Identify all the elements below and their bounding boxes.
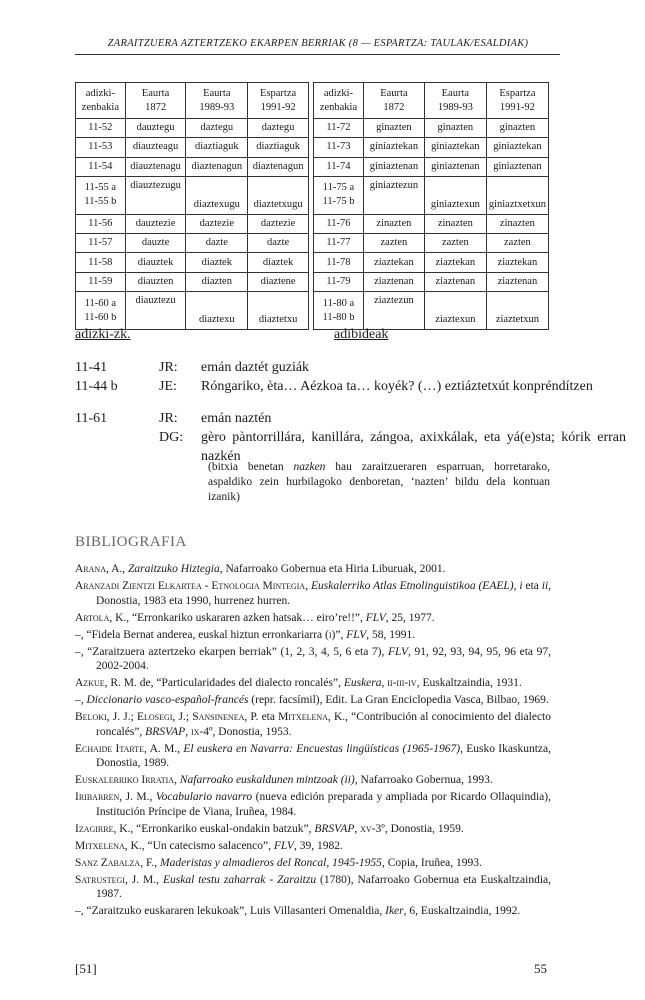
entry-title: BRSVAP	[145, 725, 186, 738]
form-1872-cell: ziaztezun	[363, 292, 424, 330]
column-header-line: 1872	[145, 101, 167, 113]
column-header-line: Eaurta	[441, 87, 470, 99]
entry-name: Sansinenea	[192, 711, 245, 724]
column-header-line: Eaurta	[141, 87, 170, 99]
form-number-cell	[314, 176, 364, 214]
entry-text: –, “Zaraitzuko euskararen lekukoak”, Luis Villasanteri Omenaldia,	[75, 905, 386, 918]
form-number-cell	[314, 253, 364, 272]
form-number: 11-52	[88, 122, 113, 134]
entry-text: , Donostia, 1983 eta 1990, hurrenez hurren.	[96, 579, 552, 607]
entry-title: FLV	[365, 611, 386, 624]
form-number-cell	[314, 138, 364, 157]
column-header-line: zenbakia	[319, 101, 358, 113]
form-number-cell	[314, 292, 364, 330]
entry-text: , R. M. de, “Particularidades del dialecto roncalés”,	[104, 677, 344, 690]
form-1991-cell: giniaztenan	[486, 157, 548, 176]
entry-title: ii	[541, 579, 549, 592]
form-number-cell	[314, 272, 364, 291]
bibliography-entry	[75, 611, 551, 626]
entry-text: (nueva edición preparada y ampliada por Ricardo Ollaquindia), Institución Príncipe de Viana, Iruñea, 1984.	[96, 791, 551, 818]
bibliography-entry	[75, 579, 551, 608]
form-number-cell	[76, 234, 126, 253]
form-1872-cell: diauztezugu	[125, 176, 186, 214]
entry-name: Mitxelena	[75, 839, 125, 852]
column-header	[76, 83, 126, 119]
form-1872-cell: ziaztekan	[363, 253, 424, 272]
form-number: 11-72	[326, 122, 351, 134]
bibliography-entry	[75, 676, 551, 691]
table-row	[314, 214, 549, 233]
entry-title: Maderistas y almadieros del Roncal, 1945-1955	[160, 856, 382, 869]
table-row	[314, 119, 549, 138]
table-row	[76, 292, 309, 330]
form-1991-cell: ginazten	[486, 119, 548, 138]
form-1989-cell: daztezie	[186, 214, 248, 233]
form-number: 11-77	[326, 237, 351, 249]
form-1991-cell: zazten	[486, 234, 548, 253]
form-1991-cell: giniaztekan	[486, 138, 548, 157]
entry-text: , J. M.,	[119, 791, 156, 804]
form-1989-cell: ziaztenan	[424, 272, 486, 291]
form-1991-cell: ziaztetxun	[486, 292, 548, 330]
table-row	[76, 253, 309, 272]
form-1991-cell: diaztek	[248, 253, 309, 272]
form-1989-cell: diaztiaguk	[186, 138, 248, 157]
form-number: 11-80 a	[322, 297, 355, 309]
form-1989-cell: diaztexu	[186, 292, 248, 330]
column-header-line: 1989-93	[437, 101, 473, 113]
form-number: 11-55 b	[84, 196, 117, 208]
entry-text: , K., “Contribución al conocimiento del dialecto roncalés”,	[96, 711, 551, 738]
bibliography-entry	[75, 773, 551, 788]
entry-text: ,	[185, 725, 191, 738]
column-heading-examples: adibideak	[334, 327, 389, 342]
entry-name: Azkue	[75, 677, 105, 690]
column-header-line: Espartza	[499, 87, 536, 99]
example-number: 11-61	[75, 411, 108, 426]
note-text-before: (bitxia benetan	[208, 461, 294, 473]
form-1872-cell: diauztenagu	[125, 157, 186, 176]
entry-name: Mitxelena	[278, 711, 328, 724]
entry-text: , J. M.,	[124, 873, 163, 886]
form-number-cell	[76, 119, 126, 138]
entry-text: , 25, 1977.	[385, 611, 435, 624]
bibliography-entry	[75, 839, 551, 854]
entry-text: , A. M.,	[144, 742, 184, 755]
form-number: 11-73	[326, 141, 351, 153]
form-number-cell	[314, 214, 364, 233]
entry-text: ,	[354, 822, 361, 835]
form-1991-cell: ziaztekan	[486, 253, 548, 272]
bibliography-entry	[75, 822, 551, 837]
table-row	[314, 272, 549, 291]
form-number-cell	[76, 176, 126, 214]
example-note	[208, 460, 550, 505]
entry-text: eta	[522, 579, 542, 592]
form-1872-cell: dauzte	[125, 234, 186, 253]
form-1989-cell: ziaztexun	[424, 292, 486, 330]
form-1872-cell: diauzten	[125, 272, 186, 291]
form-number-cell	[76, 272, 126, 291]
example-text: gèro pàntorrillára, kanillára, zángoa, axixkálak, eta yá(e)sta; kórik erran nazkén	[201, 430, 626, 464]
entry-name: ii-iii-iv	[387, 677, 417, 690]
form-1989-cell: zinazten	[424, 214, 486, 233]
entry-text: , K., “Erronkariko euskal-ondakin batzuk”,	[113, 822, 315, 835]
entry-text: , F.,	[140, 856, 161, 869]
form-1991-cell: zinazten	[486, 214, 548, 233]
entry-name: Izagirre	[75, 822, 114, 835]
form-number: 11-78	[326, 256, 351, 268]
form-1872-cell: giniaztezun	[363, 176, 424, 214]
table-header-row	[314, 83, 549, 119]
entry-text: –, “Zaraitzuera aztertzeko ekarpen berriak” (1, 2, 3, 4, 5, 6 eta 7),	[75, 645, 388, 658]
form-1991-cell: diaztene	[248, 272, 309, 291]
form-1872-cell: giniaztenan	[363, 157, 424, 176]
table-row	[76, 176, 309, 214]
entry-name: Beloki	[75, 711, 107, 724]
form-1991-cell: diaztetxu	[248, 292, 309, 330]
form-1991-cell: daztezie	[248, 214, 309, 233]
column-header-line: 1991-92	[260, 101, 296, 113]
form-number: 11-60 a	[84, 297, 117, 309]
entry-title: Euskalerriko Atlas Etnolinguistikoa (EAEL)	[310, 579, 514, 592]
form-number-cell	[314, 234, 364, 253]
entry-text: , Copia, Iruñea, 1993.	[381, 856, 482, 869]
entry-name: Iribarren	[75, 791, 120, 804]
running-header: ZARAITZUERA AZTERTZEKO EKARPEN BERRIAK (8 — ESPARTZA: TAULAK/ESALDIAK)	[107, 38, 529, 49]
entry-title: Zaraitzuko Hiztegia	[128, 563, 220, 575]
example-text: emán naztén	[201, 411, 272, 426]
verb-table-left	[75, 82, 309, 330]
entry-text: , J. J.;	[106, 711, 137, 724]
form-1872-cell: ziaztenan	[363, 272, 424, 291]
entry-text: ,	[174, 774, 180, 787]
form-number: 11-74	[326, 160, 351, 172]
form-1872-cell: ginazten	[363, 119, 424, 138]
form-number: 11-60 b	[84, 311, 117, 323]
table-row	[76, 214, 309, 233]
table-row	[314, 292, 549, 330]
entry-text: , K., “Erronkariko uskararen azken hatsak… eiro’re!!”,	[109, 611, 366, 624]
table-row	[314, 176, 549, 214]
entry-name: Euskalerriko Irratia	[75, 774, 175, 787]
form-number-cell	[76, 253, 126, 272]
example-number: 11-44 b	[75, 379, 118, 394]
entry-text: (repr. facsímil), Edit. La Gran Enciclopedia Vasca, Bilbao, 1969.	[248, 694, 549, 707]
bibliography-entry	[75, 856, 551, 871]
column-header	[125, 83, 186, 119]
column-header	[363, 83, 424, 119]
entry-title: FLV	[388, 645, 409, 658]
bibliography-entry	[75, 904, 551, 919]
form-1991-cell: diaztetxugu	[248, 176, 309, 214]
form-1989-cell: daztegu	[186, 119, 248, 138]
form-1991-cell: dazte	[248, 234, 309, 253]
entry-text: , 58, 1991.	[366, 628, 416, 641]
column-header-line: 1991-92	[499, 101, 535, 113]
bibliography-entry	[75, 628, 551, 643]
bibliography-entry	[75, 710, 551, 739]
entry-text: , 91, 92, 93, 94, 95, 96 eta 97, 2002-2004.	[96, 645, 552, 673]
form-number: 11-75 a	[322, 182, 355, 194]
form-1872-cell: dauztezie	[125, 214, 186, 233]
entry-name: Elosegi	[136, 711, 173, 724]
form-1989-cell: ziaztekan	[424, 253, 486, 272]
example-row	[75, 409, 555, 429]
entry-text: ,	[381, 677, 388, 690]
entry-text: ,	[513, 579, 520, 592]
entry-title: Diccionario vasco-español-francés	[86, 694, 249, 707]
entry-name: Aranzadi Zientzi Elkartea - Etnologia Mintegia	[75, 579, 306, 592]
entry-text: , P. eta	[244, 711, 279, 724]
form-1872-cell: diauztek	[125, 253, 186, 272]
column-header-line: Espartza	[260, 87, 297, 99]
bibliography-entry	[75, 742, 551, 771]
example-number: 11-41	[75, 360, 108, 375]
verb-table-right	[313, 82, 549, 330]
form-1991-cell: diaztiaguk	[248, 138, 309, 157]
form-1872-cell: dauztegu	[125, 119, 186, 138]
form-number: 11-53	[88, 141, 113, 153]
form-number: 11-80 b	[322, 311, 355, 323]
column-header	[486, 83, 548, 119]
table-row	[76, 157, 309, 176]
entry-name: ix	[190, 725, 200, 738]
form-1872-cell: zazten	[363, 234, 424, 253]
form-number-cell	[76, 214, 126, 233]
column-header-line: adizki-	[323, 87, 354, 99]
entry-title: FLV	[273, 839, 294, 852]
entry-text: , Euskaltzaindia, 1931.	[416, 677, 522, 690]
entry-text: , Nafarroako Gobernua, 1993.	[354, 774, 493, 787]
column-header	[248, 83, 309, 119]
example-speaker: JR:	[159, 411, 178, 426]
table-row	[76, 272, 309, 291]
entry-text: , A.,	[105, 563, 129, 575]
table-header-row	[76, 83, 309, 119]
entry-name: xv	[360, 822, 372, 835]
bibliography-entry	[75, 562, 551, 577]
entry-name: Sanz Zabalza	[75, 856, 141, 869]
table-row	[314, 157, 549, 176]
table-row	[76, 119, 309, 138]
entry-text: -3º, Donostia, 1959.	[371, 822, 464, 835]
form-number-cell	[76, 157, 126, 176]
example-text: emán daztét guziák	[201, 360, 310, 375]
form-1991-cell: daztegu	[248, 119, 309, 138]
entry-name: Satrustegi	[75, 873, 125, 886]
table-row	[314, 138, 549, 157]
form-number-cell	[314, 119, 364, 138]
entry-text: , Eusko Ikaskuntza, Donostia, 1989.	[96, 742, 551, 770]
table-row	[76, 138, 309, 157]
table-row	[76, 234, 309, 253]
entry-text: –,	[75, 694, 87, 707]
entry-title: FLV	[346, 628, 367, 641]
form-number-cell	[314, 157, 364, 176]
form-1989-cell: diaztek	[186, 253, 248, 272]
bibliography-entry	[75, 645, 551, 674]
bibliography-entry	[75, 873, 551, 902]
column-header-line: Eaurta	[203, 87, 231, 99]
form-1991-cell: diaztenagun	[248, 157, 309, 176]
form-1872-cell: diauzteagu	[125, 138, 186, 157]
form-number: 11-59	[88, 275, 113, 287]
column-header	[424, 83, 486, 119]
form-number: 11-75 b	[322, 196, 355, 208]
entry-title: Euskera	[343, 677, 382, 690]
entry-text: , 39, 1982.	[293, 839, 343, 852]
header-rule	[75, 54, 560, 55]
column-header-line: 1989-93	[199, 101, 235, 113]
column-header-line: zenbakia	[81, 101, 119, 113]
entry-title: Nafarroako euskaldunen mintzoak (ii)	[179, 774, 355, 787]
form-number-cell	[76, 138, 126, 157]
form-1989-cell: giniaztexun	[424, 176, 486, 214]
example-speaker: JR:	[159, 360, 178, 375]
entry-text: (1780), Nafarroako Gobernua eta Euskaltzaindia, 1987.	[96, 873, 551, 901]
note-text-after: hau zaraitzueraren esparruan, horretarako, aspaldiko zein hurbilagoko denboretan, ‘nazten’ bildu dela kontuan izanik)	[208, 461, 550, 503]
column-heading-forms: adizki-zk.	[75, 327, 131, 342]
table-row	[314, 234, 549, 253]
example-speaker: DG:	[159, 430, 184, 445]
form-1989-cell: giniaztekan	[424, 138, 486, 157]
form-number: 11-57	[88, 237, 113, 249]
form-1872-cell: giniaztekan	[363, 138, 424, 157]
column-header-line: adizki-	[85, 87, 115, 99]
form-1872-cell: zinazten	[363, 214, 424, 233]
column-header-line: 1872	[383, 101, 405, 113]
entry-name: Echaide Itarte	[75, 742, 145, 755]
entry-text: , Nafarroako Gobernua eta Hiria Liburuak, 2001.	[219, 563, 446, 575]
bibliography-entry	[75, 790, 551, 819]
form-number: 11-56	[88, 218, 113, 230]
form-1989-cell: zazten	[424, 234, 486, 253]
entry-name: Arana	[75, 563, 106, 575]
entry-name: Artola	[75, 611, 110, 624]
entry-text: , 6, Euskaltzaindia, 1992.	[403, 905, 521, 918]
table-row	[314, 253, 549, 272]
form-number: 11-54	[88, 160, 113, 172]
entry-title: Euskal testu zaharrak - Zaraitzu	[162, 873, 317, 886]
entry-text: -4º, Donostia, 1953.	[199, 725, 292, 738]
entry-text: ,	[305, 579, 311, 592]
form-1989-cell: diaztenagun	[186, 157, 248, 176]
entry-name: i	[328, 628, 332, 641]
bracket-page-number: [51]	[75, 961, 97, 976]
form-1989-cell: dazte	[186, 234, 248, 253]
bibliography-entry	[75, 693, 551, 708]
example-speaker: JE:	[159, 379, 177, 394]
form-1989-cell: diaztexugu	[186, 176, 248, 214]
entry-text: , J.;	[172, 711, 193, 724]
form-1989-cell: giniaztenan	[424, 157, 486, 176]
column-header-line: Eaurta	[380, 87, 408, 99]
entry-title: El euskera en Navarra: Encuestas lingüísticas (1965-1967)	[183, 742, 461, 755]
note-emphasis: nazken	[293, 461, 326, 473]
entry-title: Iker	[385, 905, 404, 918]
entry-title: i	[519, 579, 523, 592]
form-1872-cell: diauztezu	[125, 292, 186, 330]
form-1991-cell: ziaztenan	[486, 272, 548, 291]
entry-title: Vocabulario navarro	[155, 791, 253, 804]
column-header	[314, 83, 364, 119]
form-number: 11-76	[326, 218, 351, 230]
example-row	[75, 358, 555, 378]
entry-text: –, “Fidela Bernat anderea, euskal hiztun erronkariarra (	[75, 628, 329, 641]
form-number-cell	[76, 292, 126, 330]
bibliography-heading: BIBLIOGRAFIA	[75, 534, 187, 550]
entry-title: BRSVAP	[314, 822, 355, 835]
example-text: Róngariko, èta… Aézkoa ta… koyék? (…) eztiáztetxút konpréndítzen	[201, 379, 593, 394]
form-1989-cell: ginazten	[424, 119, 486, 138]
page-number: 55	[534, 961, 547, 976]
column-header	[186, 83, 248, 119]
form-number: 11-55 a	[84, 182, 117, 194]
form-number: 11-79	[326, 275, 351, 287]
entry-text: )”,	[331, 628, 347, 641]
entry-text: , K., “Un catecismo salacenco”,	[124, 839, 274, 852]
form-1991-cell: giniaztxetxun	[486, 176, 548, 214]
bibliography-list	[75, 562, 551, 921]
form-1989-cell: diazten	[186, 272, 248, 291]
form-number: 11-58	[88, 256, 113, 268]
